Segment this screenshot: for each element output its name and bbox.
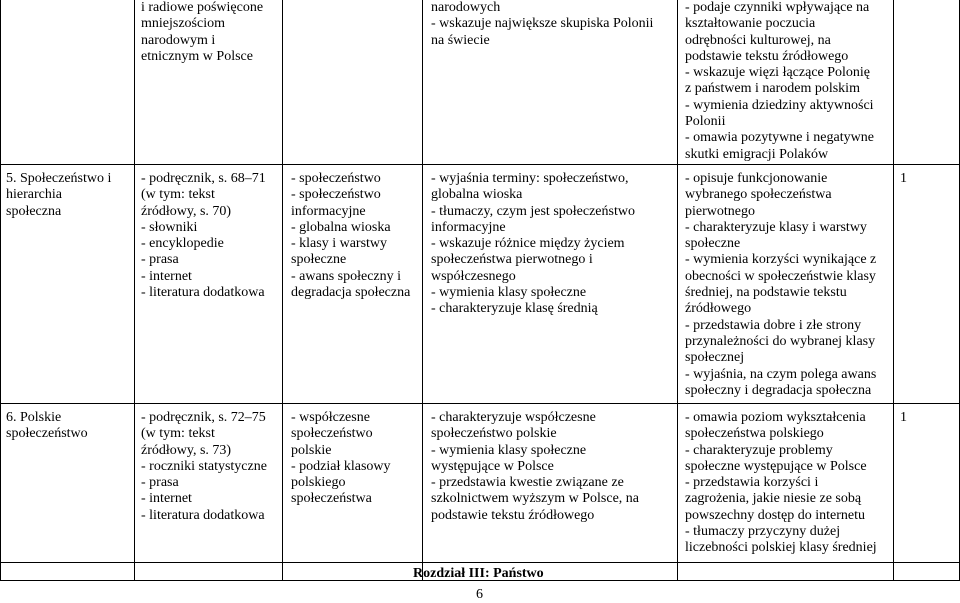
hours-cell: 1	[900, 410, 907, 425]
extended-requirements-cell: - podaje czynniki wpływające na kształtowanie poczucia odrębności kulturowej, na podstawie tekstu źródłowego - wskazuje więzi łączące Polonię z państwem i narodem polskim - wymienia dziedziny aktywności Polonii - omawia pozytywne i negatywne skutki emigracji Polaków	[685, 0, 874, 162]
content-cell: - społeczeństwo - społeczeństwo informacyjne - globalna wioska - klasy i warstwy społeczne - awans społeczny i degradacja społeczna	[291, 171, 411, 301]
content-cell: - współczesne społeczeństwo polskie - podział klasowy polskiego społeczeństwa	[291, 410, 391, 507]
extended-requirements-cell: - omawia poziom wykształcenia społeczeństwa polskiego - charakteryzuje problemy społeczne występujące w Polsce - przedstawia korzyści i zagrożenia, jakie niesie ze sobą powszechny dostęp do internetu - tłumaczy przyczyny dużej liczebności polskiej klasy średniej	[685, 410, 877, 556]
sources-cell: - podręcznik, s. 72–75 (w tym: tekst źródłowy, s. 73) - roczniki statystyczne - prasa - internet - literatura dodatkowa	[141, 410, 267, 523]
table-border	[0, 0, 1, 581]
basic-requirements-cell: - charakteryzuje współczesne społeczeństwo polskie - wymienia klasy społeczne występujące w Polsce - przedstawia kwestie związane ze szkolnictwem wyższym w Polsce, na podstawie tekstu źródłowego	[431, 410, 640, 523]
extended-requirements-cell: - opisuje funkcjonowanie wybranego społeczeństwa pierwotnego - charakteryzuje klasy i warstwy społeczne - wymienia korzyści wynikające z obecności w społeczeństwie klasy średniej, na podstawie tekstu źródłowego - przedstawia dobre i złe strony przynależności do wybranej klasy społecznej - wyjaśnia, na czym polega awans społeczny i degradacja społeczna	[685, 171, 877, 398]
hours-cell: 1	[900, 171, 907, 186]
sources-cell: - podręcznik, s. 68–71 (w tym: tekst źródłowy, s. 70) - słowniki - encyklopedie - prasa - internet - literatura dodatkowa	[141, 171, 266, 301]
table-border	[422, 0, 423, 581]
basic-requirements-cell: - wyjaśnia terminy: społeczeństwo, globalna wioska - tłumaczy, czym jest społeczeństwo informacyjne - wskazuje różnice między życiem społeczeństwa pierwotnego i współczesnego - wymienia klasy społeczne - charakteryzuje klasę średnią	[431, 171, 635, 317]
table-border	[677, 0, 678, 581]
table-border	[893, 0, 894, 581]
basic-requirements-cell: narodowych - wskazuje największe skupiska Polonii na świecie	[431, 0, 654, 48]
page-number: 6	[476, 587, 483, 602]
topic-cell: 6. Polskie społeczeństwo	[6, 410, 88, 442]
section-title: Rozdział III: Państwo	[413, 566, 544, 581]
table-border	[0, 562, 960, 563]
table-border	[0, 403, 960, 404]
topic-cell: 5. Społeczeństwo i hierarchia społeczna	[6, 171, 112, 219]
table-border	[282, 0, 283, 581]
table-border	[134, 0, 135, 581]
sources-cell: i radiowe poświęcone mniejszościom narodowym i etnicznym w Polsce	[141, 0, 264, 64]
table-border	[0, 164, 960, 165]
